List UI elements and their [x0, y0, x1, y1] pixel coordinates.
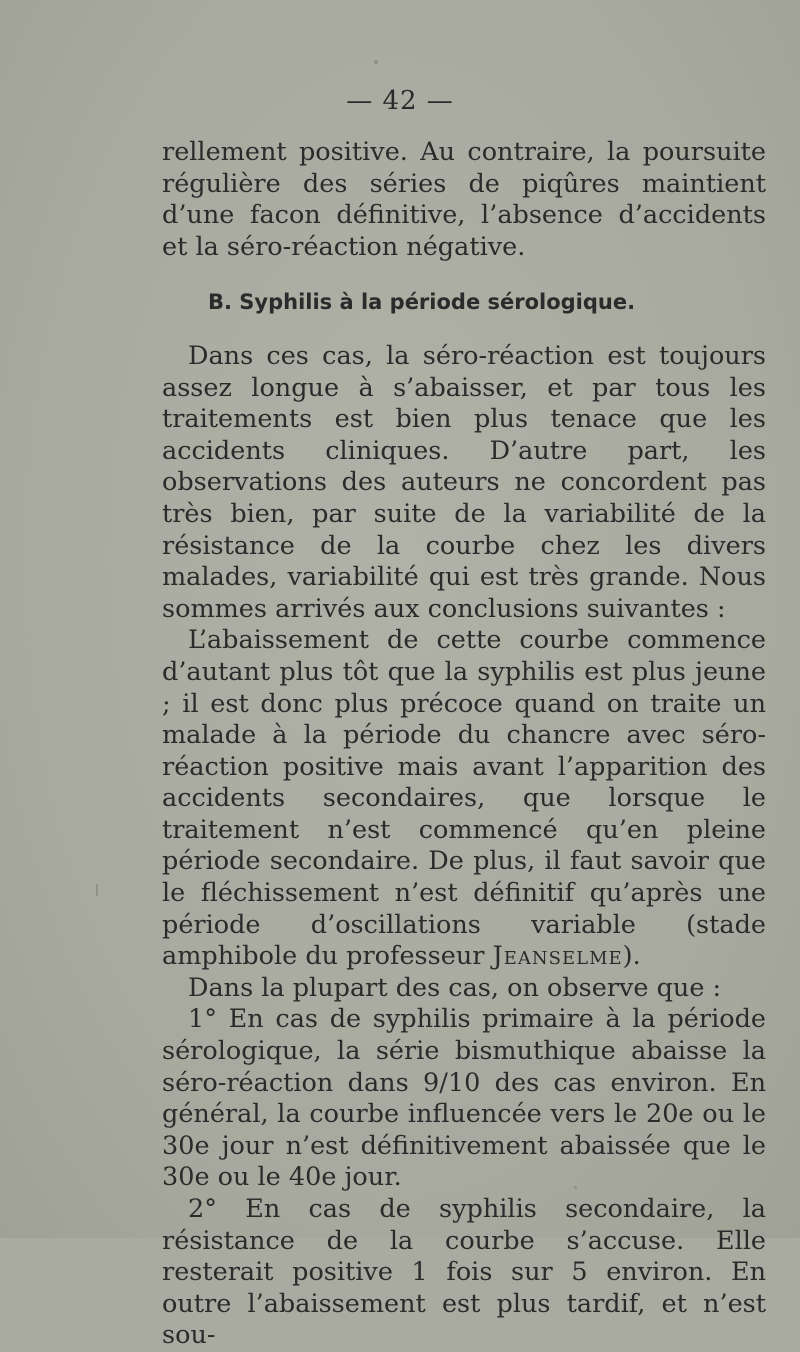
paragraph-continuation: rellement positive. Au contraire, la poursuite régulière des séries de piqûres maintient d’une facon définitive, l’absence d’accidents et la séro-réaction négative. [162, 137, 766, 262]
paragraph-text: ). [622, 941, 641, 972]
paper-speck [374, 60, 378, 64]
paragraph: Dans ces cas, la séro-réaction est toujours assez longue à s’abaisser, et par tous les traitements est bien plus tenace que les accidents cliniques. D’autre part, les observations des auteurs ne concordent pas très bien, par suite de la variabilité de la résistance de la courbe chez les divers malades, variabilité qui est très grande. Nous sommes arrivés aux conclusions suivantes : [162, 340, 766, 624]
paper-speck [574, 1186, 577, 1189]
paragraph-text: L’abaissement de cette courbe commence d’autant plus tôt que la syphilis est plus jeune ; il est donc plus précoce quand on traite un malade à la période du chancre avec séro-réaction positive mais avant l’apparition des accidents secondaires, que lorsque le traitement n’est commencé qu’en pleine période secondaire. De plus, il faut savoir que le fléchissement n’est définitif qu’après une période d’oscillations variable (stade amphibole du professeur [162, 625, 766, 972]
page-number: — 42 — [346, 86, 454, 116]
section-heading: B. Syphilis à la période sérologique. [208, 290, 636, 315]
paragraph [162, 625, 766, 973]
paragraph: Dans la plupart des cas, on observe que : [188, 972, 722, 1003]
author-name: Jeanselme [492, 941, 623, 972]
paragraph: 2° En cas de syphilis secondaire, la résistance de la courbe s’accuse. Elle resterait positive 1 fois sur 5 environ. En outre l’abaissement est plus tardif, et n’est sou- [162, 1194, 766, 1351]
paper-speck [96, 884, 98, 896]
body-text [162, 137, 766, 1352]
paragraph: 1° En cas de syphilis primaire à la période sérologique, la série bismuthique abaisse la séro-réaction dans 9/10 des cas environ. En général, la courbe influencée vers le 20e ou le 30e jour n’est définitivement abaissée que le 30e ou le 40e jour. [162, 1004, 766, 1193]
